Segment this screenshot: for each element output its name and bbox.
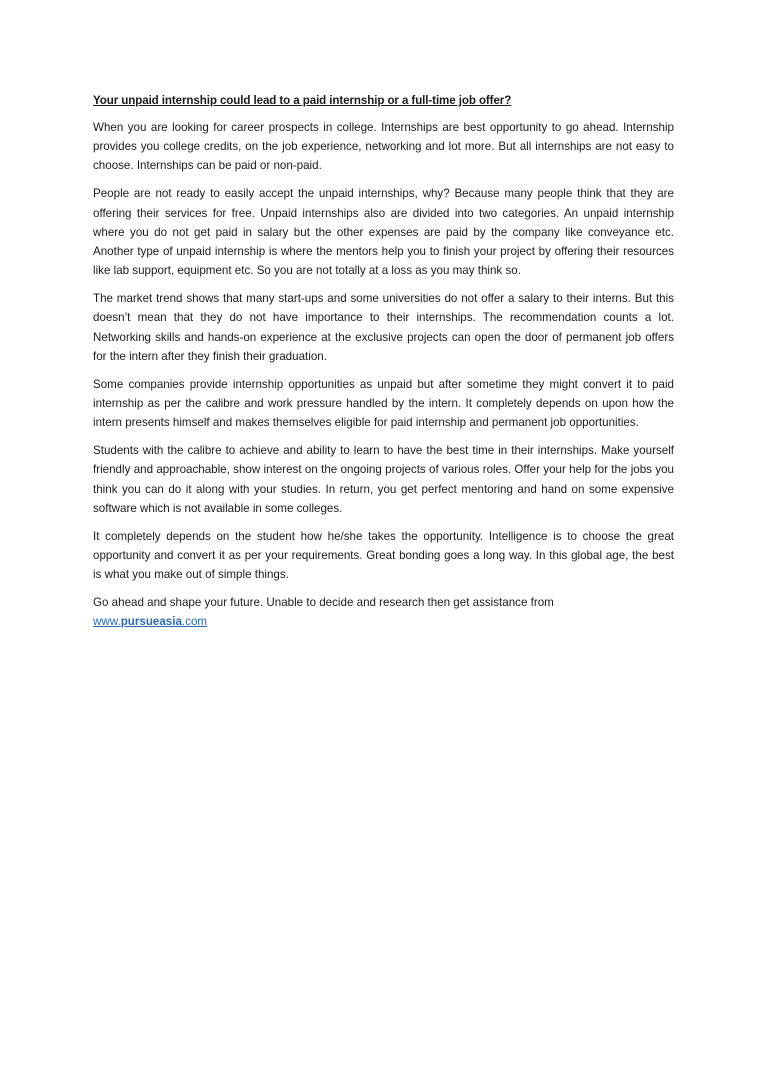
paragraph: It completely depends on the student how he/she takes the opportunity. Intelligence is to choose the great opportunity and convert it as per your requirements. Great bonding goes a long way. In this global age, the best is what you make out of simple things. (93, 529, 674, 582)
paragraph: When you are looking for career prospects in college. Internships are best opportunity to go ahead. Internship provides you college credits, on the job experience, networking and lot more. But all internships are not easy to choose. Internships can be paid or non-paid. (93, 121, 674, 173)
link-prefix: www. (93, 615, 121, 629)
paragraph: People are not ready to easily accept the unpaid internships, why? Because many people think that they are offering their services for free. Unpaid internships also are divided into two categories. An unpaid internship where you do not get paid in salary but the other expenses are paid by the company like conveyance etc. Another type of unpaid internship is where the mentors help you to finish your project by offering their resources like lab support, equipment etc. So you are not totally at a loss as you may think so. (93, 187, 674, 278)
link-suffix: .com (181, 615, 208, 629)
website-link[interactable] (93, 614, 207, 629)
paragraph: Some companies provide internship opportunities as unpaid but after sometime they might convert it to paid internship as per the calibre and work pressure handled by the intern. It completely depends on upon how the intern presents himself and makes themselves eligible for paid internship and permanent job opportunities. (93, 377, 674, 430)
document-title: Your unpaid internship could lead to a paid internship or a full-time job offer? (93, 94, 512, 107)
link-domain: pursueasia (120, 615, 182, 629)
closing-text: Go ahead and shape your future. Unable to decide and research then get assistance from (93, 596, 554, 610)
paragraph: The market trend shows that many start-ups and some universities do not offer a salary to their interns. But this doesn’t mean that they do not have importance to their internships. The recommendation counts a lot. Networking skills and hands-on experience at the exclusive projects can open the door of permanent job offers for the intern after they finish their graduation. (93, 292, 674, 363)
paragraph: Students with the calibre to achieve and ability to learn to have the best time in their internships. Make yourself friendly and approachable, show interest on the ongoing projects of various roles. Offer your help for the jobs you think you can do it along with your studies. In return, you get perfect mentoring and hand on some expensive software which is not available in some colleges. (93, 444, 674, 515)
